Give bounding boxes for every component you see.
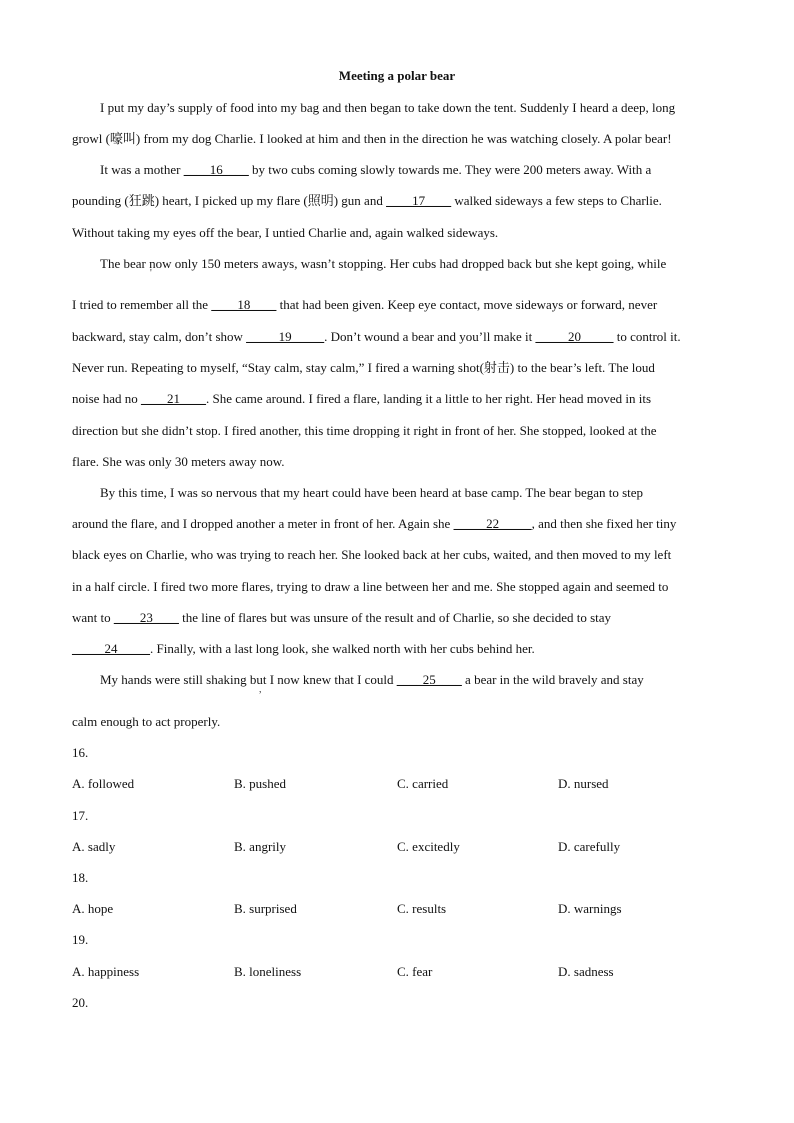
option-b[interactable]: B. loneliness xyxy=(234,964,302,979)
passage-line: black eyes on Charlie, who was trying to reach her. She looked back at her cubs, waited, and then moved to my left xyxy=(72,547,672,562)
option-d[interactable]: D. nursed xyxy=(558,776,609,791)
passage-line: direction but she didn’t stop. I fired another, this time dropping it right in front of her. She stopped, looked at the xyxy=(72,423,657,438)
option-a[interactable]: A. followed xyxy=(72,776,135,791)
passage-line: The bear now only 150 meters aways, wasn’t stopping. Her cubs had dropped back but she kept going, while xyxy=(100,256,667,271)
passage-line: Never run. Repeating to myself, “Stay calm, stay calm,” I fired a warning shot(射击) to the bear’s left. The loud xyxy=(72,360,655,375)
passage-line: pounding (狂跳) heart, I picked up my flare (照明) gun and ____17____ walked sideways a few steps to Charlie. xyxy=(72,193,662,208)
blank-24: _____24_____ xyxy=(72,641,150,656)
passage-line: in a half circle. I fired two more flares, trying to draw a line between her and me. She stopped again and seemed to xyxy=(72,579,669,594)
option-b[interactable]: B. surprised xyxy=(234,901,297,916)
blank-20: _____20_____ xyxy=(535,329,614,344)
passage-line: around the flare, and I dropped another a meter in front of her. Again she _____22_____, and then she fixed her tiny xyxy=(72,516,677,531)
page-title: Meeting a polar bear xyxy=(338,68,456,83)
question-number: 19. xyxy=(72,932,89,947)
option-b[interactable]: B. pushed xyxy=(234,776,286,791)
stray-mark: ' xyxy=(150,268,152,279)
passage-line: want to ____23____ the line of flares but was unsure of the result and of Charlie, so she decided to stay xyxy=(72,610,612,625)
passage-line: backward, stay calm, don’t show _____19_____. Don’t wound a bear and you’ll make it _____20_____ to control it. xyxy=(72,329,681,344)
question-number: 17. xyxy=(72,808,89,823)
passage-line: noise had no ____21____. She came around. I fired a flare, landing it a little to her right. Her head moved in its xyxy=(72,391,652,406)
blank-21: ____21____ xyxy=(140,391,206,406)
passage-line: Without taking my eyes off the bear, I untied Charlie and, again walked sideways. xyxy=(72,225,499,240)
blank-18: ____18____ xyxy=(211,297,277,312)
question-number: 16. xyxy=(72,745,89,760)
passage-line: It was a mother ____16____ by two cubs coming slowly towards me. They were 200 meters away. With a xyxy=(100,162,652,177)
blank-19: _____19_____ xyxy=(246,329,325,344)
passage-line: calm enough to act properly. xyxy=(72,714,221,729)
passage-line: My hands were still shaking but I now knew that I could ____25____ a bear in the wild bravely and stay xyxy=(100,672,644,687)
passage-line: I tried to remember all the ____18____ that had been given. Keep eye contact, move sideways or forward, never xyxy=(72,297,658,312)
option-a[interactable]: A. sadly xyxy=(72,839,116,854)
question-number: 18. xyxy=(72,870,89,885)
blank-22: _____22_____ xyxy=(453,516,532,531)
option-c[interactable]: C. carried xyxy=(397,776,449,791)
option-c[interactable]: C. fear xyxy=(397,964,433,979)
passage-line: I put my day’s supply of food into my bag and then began to take down the tent. Suddenly I heard a deep, long xyxy=(100,100,676,115)
option-c[interactable]: C. excitedly xyxy=(397,839,460,854)
blank-25: ____25____ xyxy=(396,672,462,687)
passage-line: flare. She was only 30 meters away now. xyxy=(72,454,285,469)
blank-17: ____17____ xyxy=(386,193,452,208)
option-c[interactable]: C. results xyxy=(397,901,447,916)
option-a[interactable]: A. happiness xyxy=(72,964,140,979)
question-number: 20. xyxy=(72,995,89,1010)
option-d[interactable]: D. carefully xyxy=(558,839,621,854)
blank-23: ____23____ xyxy=(113,610,179,625)
option-b[interactable]: B. angrily xyxy=(234,839,286,854)
option-a[interactable]: A. hope xyxy=(72,901,114,916)
passage-line: By this time, I was so nervous that my heart could have been heard at base camp. The bear began to step xyxy=(100,485,644,500)
blank-16: ____16____ xyxy=(183,162,249,177)
passage-line: _____24_____. Finally, with a last long look, she walked north with her cubs behind her. xyxy=(72,641,535,656)
stray-mark: , xyxy=(259,684,262,695)
option-d[interactable]: D. sadness xyxy=(558,964,614,979)
option-d[interactable]: D. warnings xyxy=(558,901,622,916)
passage-line: growl (嚎叫) from my dog Charlie. I looked at him and then in the direction he was watching closely. A polar bear! xyxy=(72,131,672,146)
